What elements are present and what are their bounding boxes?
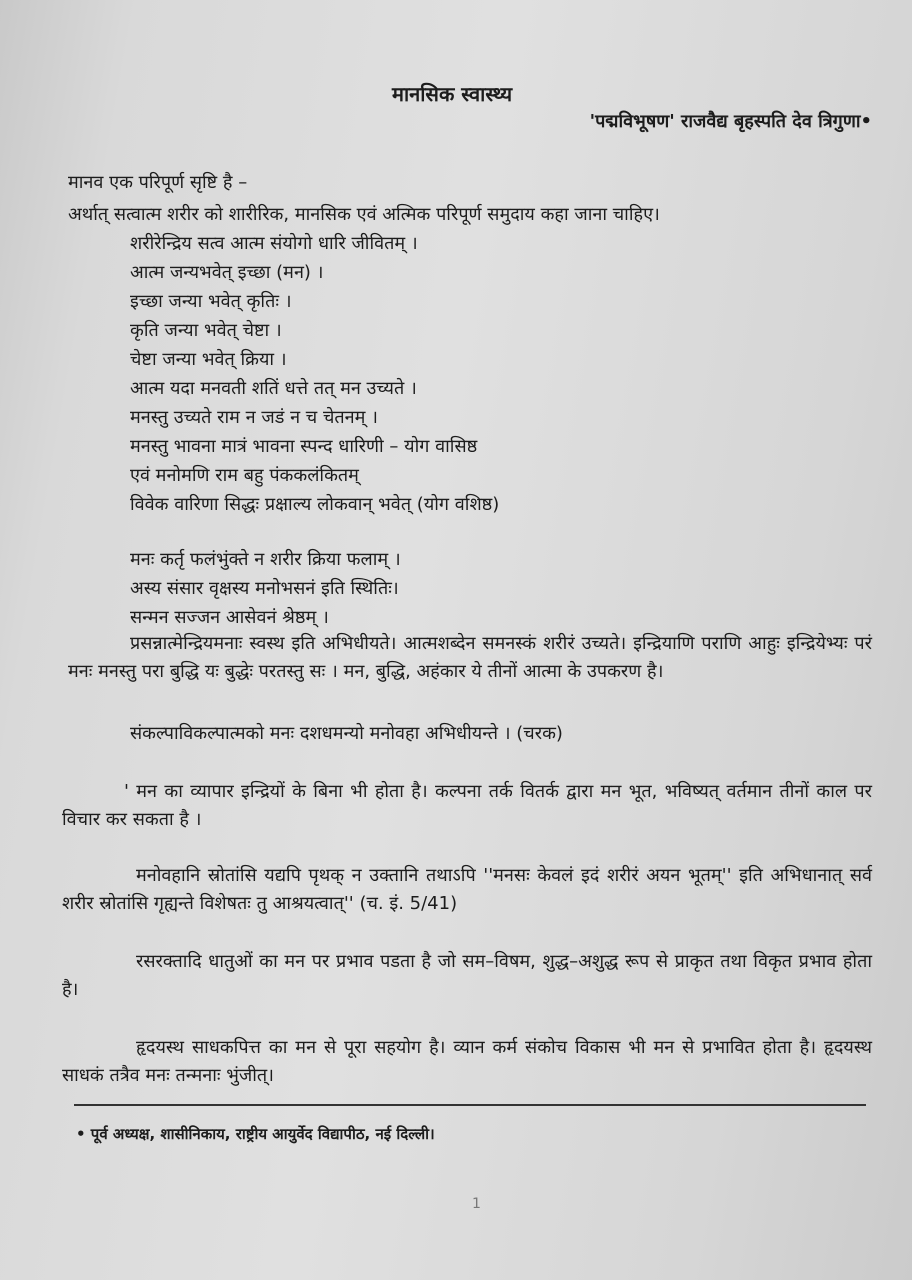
verse-line: मनस्तु उच्यते राम न जडं न च चेतनम् ।	[130, 407, 378, 428]
page-number: 1	[472, 1196, 481, 1212]
verse-line: विवेक वारिणा सिद्धः प्रक्षाल्य लोकवान् भवेत् (योग वशिष्ठ)	[130, 494, 500, 515]
verse-line: मनः कर्तृ फलंभुंक्ते न शरीर क्रिया फलाम् ।	[130, 549, 401, 570]
verse-line: कृति जन्या भवेत् चेष्टा ।	[130, 320, 282, 341]
page-title: मानसिक स्वास्थ्य	[392, 82, 513, 106]
verse-line: आत्म यदा मनवती शतिं धत्ते तत् मन उच्यते ।	[130, 378, 417, 399]
paragraph-hridayastha: हृदयस्थ साधकपित्त का मन से पूरा सहयोग है। व्यान कर्म संकोच विकास भी मन से प्रभावित होता है। हृदयस्थ साधकं तत्रैव मनः तन्मनाः भुंजीत्।	[62, 1037, 872, 1086]
sankalpa-line: संकल्पाविकल्पात्मको मनः दशधमन्यो मनोवहा अभिधीयन्ते । (चरक)	[130, 723, 563, 744]
paragraph-manovaha: मनोवहानि स्रोतांसि यद्यपि पृथक् न उक्तानि तथाऽपि ''मनसः केवलं इदं शरीरं अयन भूतम्'' इति अभिधानात् सर्व शरीर स्रोतांसि गृह्यन्ते विशेषतः तु आश्रयत्वात्'' (च. इं. 5/41)	[62, 865, 872, 914]
intro-line: मानव एक परिपूर्ण सृष्टि है –	[68, 172, 248, 193]
footnote: • पूर्व अध्यक्ष, शासीनिकाय, राष्ट्रीय आयुर्वेद विद्यापीठ, नई दिल्ली।	[76, 1125, 435, 1143]
paragraph-man-vyapar: ' मन का व्यापार इन्द्रियों के बिना भी होता है। कल्पना तर्क वितर्क द्वारा मन भूत, भविष्यत् वर्तमान तीनों काल पर विचार कर सकता है ।	[62, 781, 872, 830]
verse-line: अस्य संसार वृक्षस्य मनोभसनं इति स्थितिः।	[130, 578, 399, 599]
paragraph-rasa-dhatu: रसरक्तादि धातुओं का मन पर प्रभाव पडता है जो सम–विषम, शुद्ध–अशुद्ध रूप से प्राकृत तथा विकृत प्रभाव होता है।	[62, 951, 872, 1000]
verse-line: सन्मन सज्जन आसेवनं श्रेष्ठम् ।	[130, 607, 329, 628]
verse-line: इच्छा जन्या भवेत् कृतिः ।	[130, 291, 292, 312]
verse-line: शरीरेन्द्रिय सत्व आत्म संयोगो धारि जीवितम् ।	[130, 233, 418, 254]
verse-line: एवं मनोमणि राम बहु पंककलंकितम्	[130, 465, 359, 486]
verse-line: आत्म जन्यभवेत् इच्छा (मन) ।	[130, 262, 324, 283]
author-line: 'पद्मविभूषण' राजवैद्य बृहस्पति देव त्रिगुणा•	[589, 111, 872, 132]
verse-line: चेष्टा जन्या भवेत् क्रिया ।	[130, 349, 287, 370]
definition-line: अर्थात् सत्वात्म शरीर को शारीरिक, मानसिक एवं अत्मिक परिपूर्ण समुदाय कहा जाना चाहिए।	[68, 204, 660, 225]
verse-line: मनस्तु भावना मात्रं भावना स्पन्द धारिणी – योग वासिष्ठ	[130, 436, 478, 457]
footnote-divider	[74, 1104, 866, 1106]
paragraph-prasanna: प्रसन्नात्मेन्द्रियमनाः स्वस्थ इति अभिधीयते। आत्मशब्देन समनस्कं शरीरं उच्यते। इन्द्रियाणि पराणि आहुः इन्द्रियेभ्यः परं मनः मनस्तु परा बुद्धि यः बुद्धेः परतस्तु सः । मन, बुद्धि, अहंकार ये तीनों आत्मा के उपकरण है।	[68, 633, 872, 682]
